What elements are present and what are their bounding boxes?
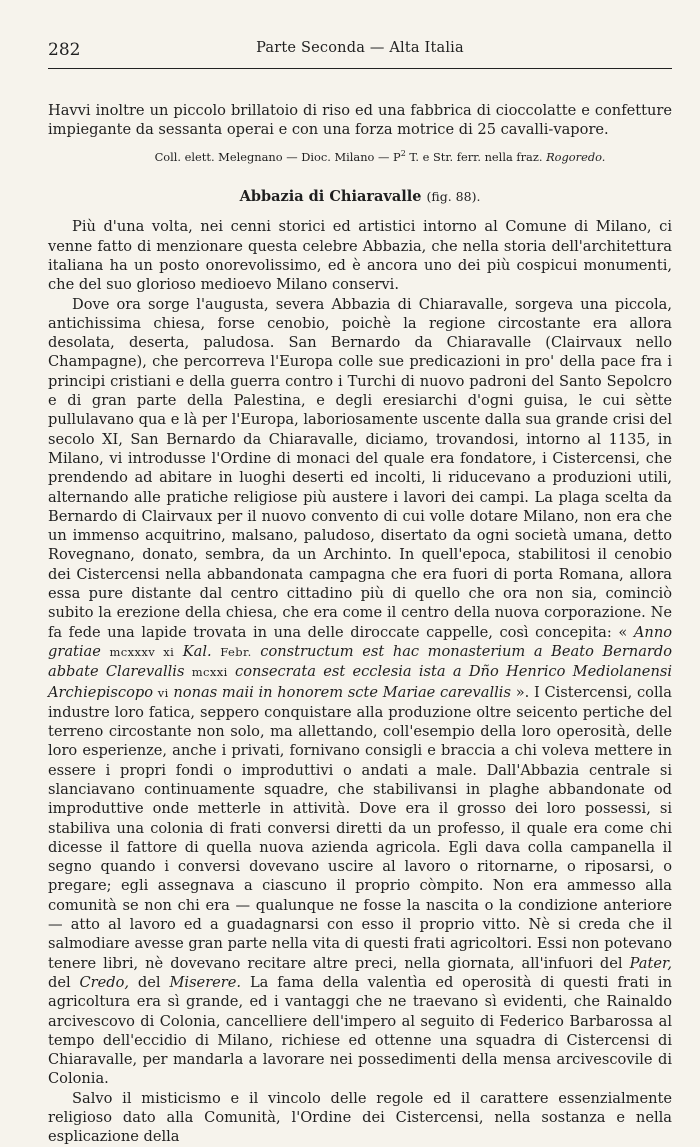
page-header bbox=[48, 40, 672, 69]
collegio-place: Rogoredo. bbox=[546, 149, 606, 164]
paragraph-2-text-a: Dove ora sorge l'augusta, severa Abbazia di Chiaravalle, sorgeva una piccola, antichissima chiesa, forse cenobio, poichè la regione circostante era allora desolata, deserta, paludosa. San Bernardo da Chiaravalle (Clairvaux nello Champagne), che percorreva l'Europa colle sue predicazioni in pro' della pace fra i principi cristiani e della guerra contro i Turchi di nuovo padroni del Santo Sepolcro e di gran parte della Palestina, e degli eresiarchi d'ogni guisa, le cui sètte pullulavano qua e là per l'Europa, laboriosamente uscente dalla sua grande crisi del secolo XI, San Bernardo da Chiaravalle, diciamo, trovandosi, intorno al 1135, in Milano, vi introdusse l'Ordine di monaci del quale era fondatore, i Cistercensi, che prendendo ad abitare in luoghi deserti ed incolti, li riducevano a produzioni utili, alternando alle pratiche religiose più austere i lavori dei campi. La plaga scelta da Bernardo di Clairvaux per il nuovo convento di cui volle dotare Milano, non era che un immenso acquitrino, malsano, paludoso, disertato da ogni società umana, detto Rovegnano, donato, sembra, da un Archinto. In quell'epoca, stabilitosi il cenobio dei Cistercensi nella abbandonata campagna che era fuori di porta Romana, allora essa pure distante dal centro cittadino più di quello che ora non sia, cominciò subito la erezione della chiesa, che era come il centro della nuova corporazione. Ne fa fede una lapide trovata in una delle diroccate cappelle, così concepita: « bbox=[48, 295, 672, 641]
connector: del bbox=[129, 973, 170, 991]
quote-part: consecrata est ecclesia ista a Dño Henrico Mediolanensi Archiepiscopo bbox=[48, 663, 672, 701]
collegio-line bbox=[48, 146, 672, 165]
paragraph-2-text-c: La fama della valentìa ed operosità di questi frati in agricoltura era sì grande, ed i vantaggi che ne traevano sì evidenti, che Rainaldo arcivescovo di Colonia, cancelliere dell'impero al seguito di Federico Barbarossa al tempo dell'eccidio di Milano, richiese ed ottenne una squadra di Cistercensi di Chiaravalle, per mandarla a lavorare nei possedimenti della mensa arcivescovile di Colonia. bbox=[48, 973, 672, 1088]
paragraph-3: Salvo il misticismo e il vincolo delle regole ed il carattere essenzialmente religioso dato alla Comunità, l'Ordine dei Cistercensi, nella sostanza e nella esplicazione della bbox=[48, 1089, 672, 1146]
quote-part: Kal. bbox=[182, 642, 212, 660]
quote-part: constructum est hac monasterium a Beato Bernardo abbate Clarevallis bbox=[48, 642, 673, 681]
quote-part: nonas maii in honorem scte Mariae carevallis bbox=[173, 683, 511, 701]
quote-part: Anno gratiae bbox=[48, 623, 673, 660]
collegio-text: Coll. elett. Melegnano — Dioc. Milano — P bbox=[154, 149, 401, 164]
running-title: Parte Seconda — Alta Italia bbox=[256, 40, 464, 56]
quote-part: vi bbox=[157, 685, 169, 700]
page bbox=[48, 40, 672, 1147]
paragraph-2-text-b: ». I Cistercensi, colla industre loro fatica, seppero conquistare alla produzione oltre seicento pertiche del terreno circostante non solo, ma allettando, coll'esempio della loro operosità, delle loro esperienze, anche i privati, fornivano consigli e braccia a chi voleva mettere in essere i propri fondi o improduttivi o andati a male. Dall'Abbazia centrale si slanciavano continuamente squadre, che stabilivansi in plaghe abbandonate od improduttive onde metterle in attività. Dove era il grosso dei loro possessi, si stabiliva una colonia di frati conversi diretti da un professo, il quale era come chi dicesse il fattore di quella nuova azienda agricola. Egli dava colla campanella il segno quando i conversi dovevano uscire al lavoro o ritornarne, o riposarsi, o pregare; egli assegnava a ciascuno il proprio còmpito. Non era ammesso alla comunità se non chi era — qualunque ne fosse la nascita o la condizione anteriore — atto al lavoro ed a guadagnarsi con esso il proprio vitto. Nè si creda che il salmodiare avesse gran parte nella vita di questi frati agricoltori. Essi non potevano tenere libri, nè dovevano recitare altre preci, nella giornata, all'infuori del bbox=[48, 683, 672, 972]
collegio-mid: T. e Str. ferr. nella fraz. bbox=[405, 149, 547, 164]
section-title bbox=[48, 188, 672, 205]
connector: del bbox=[48, 973, 80, 991]
quote-part: mcxxxv xi bbox=[109, 644, 175, 659]
paragraph-1: Più d'una volta, nei cenni storici ed artistici intorno al Comune di Milano, ci venne fatto di menzionare questa celebre Abbazia, che nella storia dell'architettura italiana ha un posto onorevolissimo, ed è ancora uno dei più cospicui monumenti, che del suo glorioso medioevo Milano conservi. bbox=[48, 218, 672, 294]
prayer-name: Credo, bbox=[79, 973, 130, 991]
page-number: 282 bbox=[48, 40, 81, 60]
intro-paragraph: Havvi inoltre un piccolo brillatoio di riso ed una fabbrica di cioccolatte e confetture impiegante da sessanta operai e con una forza motrice di 25 cavalli-vapore. bbox=[48, 102, 672, 139]
prayer-name: Pater, bbox=[629, 954, 672, 972]
prayer-name: Miserere. bbox=[169, 973, 242, 991]
quote-part: Febr. bbox=[220, 644, 252, 659]
quote-part: mcxxi bbox=[191, 665, 228, 680]
collegio-sup: 2 bbox=[400, 148, 406, 158]
paragraph-2 bbox=[48, 295, 672, 1089]
figure-reference: (fig. 88). bbox=[426, 189, 481, 205]
section-title-text: Abbazia di Chiaravalle bbox=[239, 188, 422, 206]
